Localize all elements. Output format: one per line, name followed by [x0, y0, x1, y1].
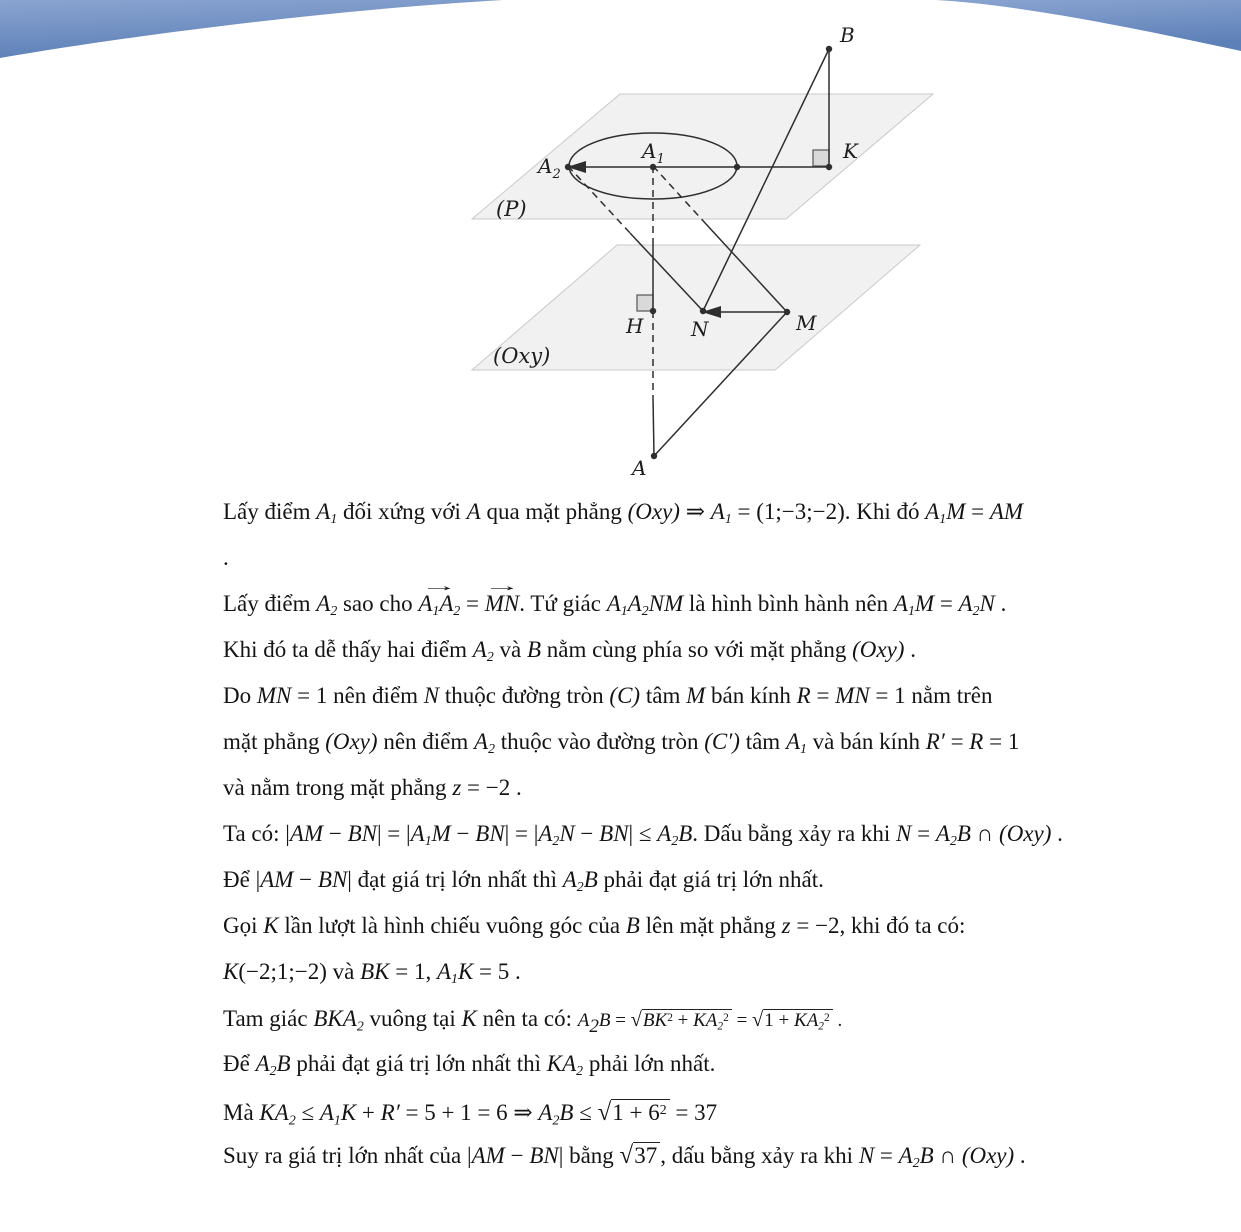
solution-line: Tam giác BKA2 vuông tại K nên ta có: $A_2B = √BK^2 + KA2^2 = √1 + KA2^2$ .	[223, 1006, 843, 1037]
solution-line: Khi đó ta dễ thấy hai điểm A2 và B nằm cùng phía so với mặt phẳng (Oxy) .	[223, 637, 916, 665]
label-H: H	[626, 314, 644, 338]
point-M	[784, 309, 790, 315]
solution-line: Ta có: |AM − BN| = |A1M − BN| = |A2N − BN| ≤ A2B. Dấu bằng xảy ra khi N = A2B ∩ (Oxy) .	[223, 821, 1063, 849]
solution-line: Mà KA2 ≤ A1K + R′ = 5 + 1 = 6 ⇒ $A2B \le √1 + 6^2 = 37$	[223, 1099, 718, 1128]
label-A2: $A_2$	[538, 154, 561, 182]
radical-sign: √	[752, 1009, 764, 1032]
solution-line: và nằm trong mặt phẳng z = −2 .	[223, 775, 522, 800]
point-K	[826, 164, 832, 170]
solution-line: .	[223, 545, 229, 570]
label-A: A	[632, 456, 647, 480]
point-B	[826, 46, 832, 52]
math-diagram	[0, 0, 1241, 500]
radical-sign: √	[597, 1099, 612, 1127]
solution-line: Suy ra giá trị lớn nhất của |AM − BN| bằng √37 , dấu bằng xảy ra khi N = A2B ∩ (Oxy) .	[223, 1142, 1026, 1171]
label-plane-oxy: (Oxy)	[493, 344, 551, 368]
point-circle-right	[734, 164, 740, 170]
vector-arrow: →	[483, 577, 521, 595]
solution-line: Do MN = 1 nên điểm N thuộc đường tròn (C) tâm M bán kính R = MN = 1 nằm trên	[223, 683, 993, 708]
solution-line: Để |AM − BN| đạt giá trị lớn nhất thì A2B phải đạt giá trị lớn nhất.	[223, 867, 824, 895]
solution-line: Lấy điểm A2 sao cho → A1A2 = → MN. Tứ giác A1A2NM là hình bình hành nên A1M = A2N .	[223, 577, 1007, 619]
segment-HA-solid	[653, 397, 654, 456]
point-N	[700, 308, 706, 314]
vector-arrow: →	[420, 577, 459, 595]
solution-line: Để A2B phải đạt giá trị lớn nhất thì KA2 phải lớn nhất.	[223, 1051, 716, 1079]
solution-line: K(−2;1;−2) và BK = 1, A1K = 5 .	[223, 959, 521, 987]
label-N: N	[691, 317, 709, 341]
solution-line: mặt phẳng (Oxy) nên điểm A2 thuộc vào đường tròn (C′) tâm A1 và bán kính R′ = R = 1	[223, 729, 1020, 757]
point-H	[650, 308, 656, 314]
point-A2	[565, 164, 571, 170]
solution-line: Lấy điểm A1 đối xứng với A qua mặt phẳng (Oxy) ⇒ A1 = (1;−3;−2). Khi đó A1M = AM	[223, 499, 1024, 527]
radical-sign: √	[619, 1142, 634, 1169]
label-M: M	[796, 311, 817, 335]
label-K: K	[843, 139, 858, 163]
label-plane-p: (P)	[496, 197, 527, 221]
label-B: B	[840, 23, 855, 47]
solution-line: Gọi K lần lượt là hình chiếu vuông góc của B lên mặt phẳng z = −2, khi đó ta có:	[223, 913, 966, 938]
point-A1	[650, 164, 656, 170]
solution-text	[223, 489, 1233, 1179]
point-A	[651, 453, 657, 459]
label-A1: $A_1$	[642, 139, 665, 167]
radical-sign: √	[630, 1009, 642, 1032]
